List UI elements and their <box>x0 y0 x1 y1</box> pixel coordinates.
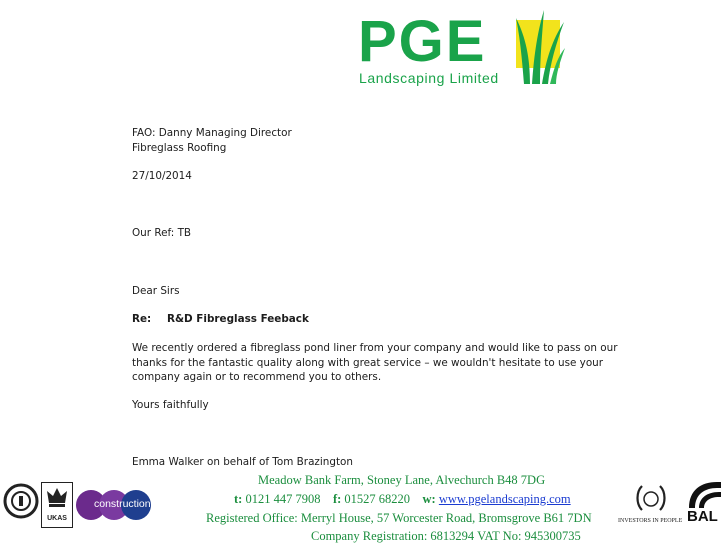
quality-mark-icon <box>2 482 40 524</box>
letter-date: 27/10/2014 <box>132 170 192 182</box>
tel-label: t: <box>234 492 243 506</box>
construction-skills-badge <box>76 489 186 521</box>
web-label: w: <box>422 492 436 506</box>
body-line-1: We recently ordered a fibreglass pond liner from your company and would like to pass on our <box>132 342 618 354</box>
body-line-2: thanks for the fantastic quality along with great service – we wouldn't hesitate to use your <box>132 356 604 369</box>
website-link[interactable]: www.pgelandscaping.com <box>438 492 571 506</box>
ukas-badge <box>41 482 73 528</box>
footer-address: Meadow Bank Farm, Stoney Lane, Alvechurch B48 7DG <box>258 473 546 487</box>
ukas-label: UKAS <box>47 515 67 522</box>
body-line-3: company again or to recommend you to others. <box>132 371 382 383</box>
bali-badge <box>687 480 721 530</box>
quality-badge <box>2 482 40 524</box>
laurel-wreath-icon <box>634 482 668 514</box>
logo-letters: PGE <box>358 9 487 74</box>
investors-in-people-badge <box>614 482 686 528</box>
bali-label: BAL <box>687 508 718 525</box>
logo-subtitle: Landscaping Limited <box>359 70 499 86</box>
re-label: Re: <box>132 313 152 325</box>
crown-icon <box>42 483 72 511</box>
recipient-company: Fibreglass Roofing <box>132 142 227 154</box>
investors-label: INVESTORS IN PEOPLE <box>618 518 683 524</box>
construction-skills-label: constructionskills <box>94 498 174 510</box>
registered-office: Registered Office: Merryl House, 57 Worcester Road, Bromsgrove B61 7DN <box>206 511 592 525</box>
letter-body <box>132 341 617 385</box>
footer-contacts <box>234 492 571 507</box>
signatory: Emma Walker on behalf of Tom Brazington <box>132 456 353 468</box>
fax-label: f: <box>332 492 342 506</box>
re-subject: R&D Fibreglass Feeback <box>167 313 309 325</box>
closing: Yours faithfully <box>132 399 209 411</box>
our-reference: Our Ref: TB <box>132 227 192 239</box>
fax-number: 01527 68220 <box>344 492 411 506</box>
fao-line: FAO: Danny Managing Director <box>132 127 292 139</box>
company-registration: Company Registration: 6813294 VAT No: 945300735 <box>311 529 581 543</box>
bali-arch-icon <box>687 480 721 510</box>
grass-logo-icon <box>514 8 566 86</box>
salutation: Dear Sirs <box>132 285 180 297</box>
company-logo <box>356 4 568 88</box>
tel-number: 0121 447 7908 <box>245 492 321 506</box>
